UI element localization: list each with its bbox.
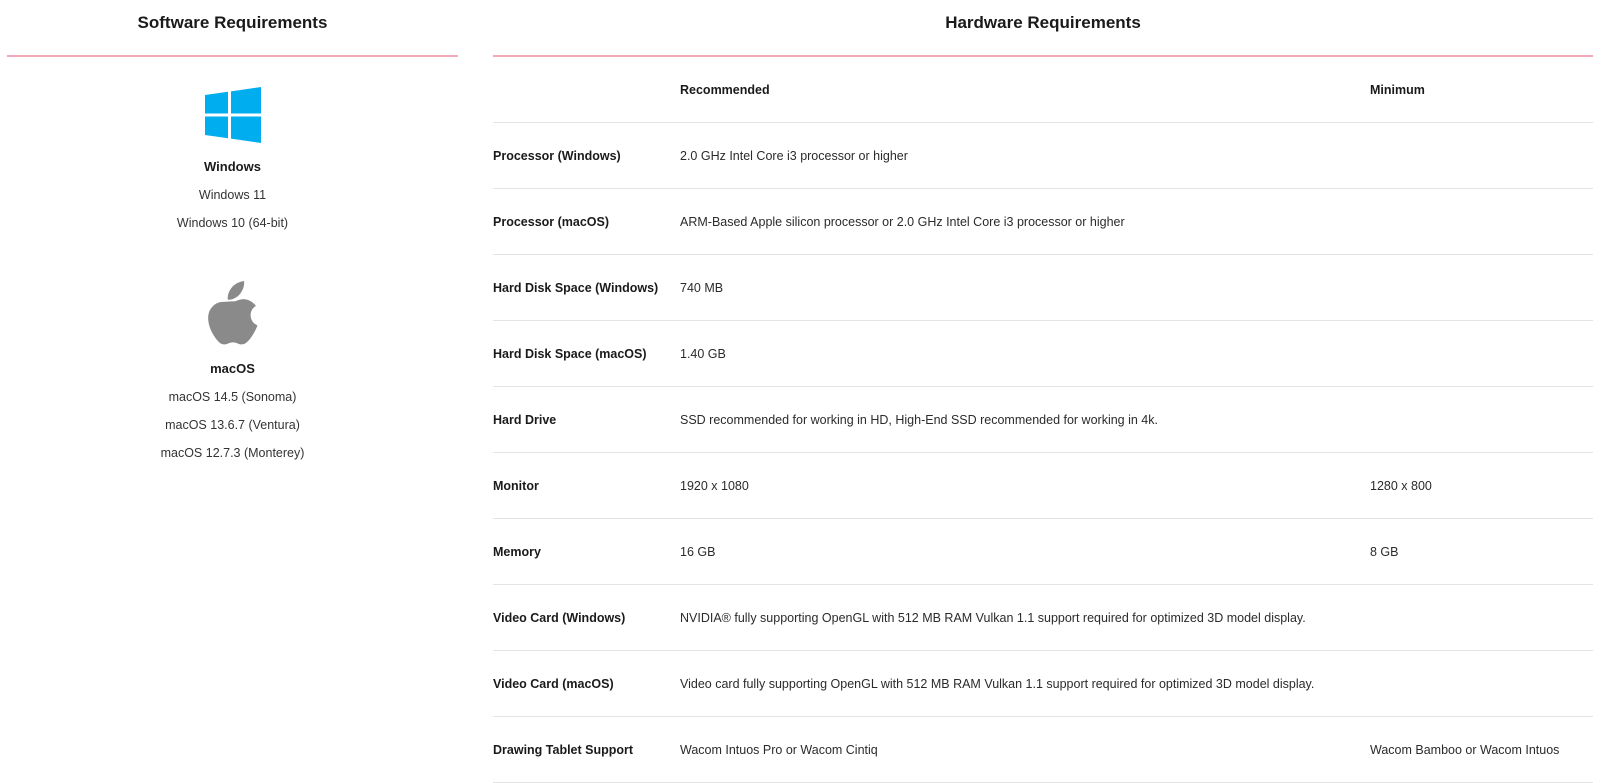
row-minimum bbox=[1370, 585, 1593, 651]
table-row bbox=[493, 519, 1593, 585]
header-label-cell bbox=[493, 57, 680, 123]
row-recommended: ARM-Based Apple silicon processor or 2.0 GHz Intel Core i3 processor or higher bbox=[680, 189, 1370, 255]
row-label: Hard Disk Space (Windows) bbox=[493, 255, 680, 321]
table-header-row bbox=[493, 57, 1593, 123]
table-row bbox=[493, 387, 1593, 453]
row-recommended: NVIDIA® fully supporting OpenGL with 512 MB RAM Vulkan 1.1 support required for optimized 3D model display. bbox=[680, 585, 1370, 651]
windows-version-item: Windows 11 bbox=[198, 188, 267, 202]
row-minimum bbox=[1370, 255, 1593, 321]
row-recommended: SSD recommended for working in HD, High-End SSD recommended for working in 4k. bbox=[680, 387, 1370, 453]
table-row bbox=[493, 717, 1593, 783]
row-label: Video Card (macOS) bbox=[493, 651, 680, 717]
windows-logo-icon bbox=[205, 87, 261, 143]
row-label: Memory bbox=[493, 519, 680, 585]
row-recommended: 16 GB bbox=[680, 519, 1370, 585]
macos-version-item: macOS 12.7.3 (Monterey) bbox=[160, 446, 305, 460]
table-row bbox=[493, 651, 1593, 717]
header-minimum: Minimum bbox=[1370, 57, 1593, 123]
row-recommended: Video card fully supporting OpenGL with 512 MB RAM Vulkan 1.1 support required for optimized 3D model display. bbox=[680, 651, 1370, 717]
row-label: Drawing Tablet Support bbox=[493, 717, 680, 783]
row-minimum bbox=[1370, 387, 1593, 453]
windows-version-item: Windows 10 (64-bit) bbox=[176, 216, 289, 230]
software-requirements-section bbox=[7, 0, 458, 461]
macos-name: macOS bbox=[210, 361, 255, 376]
row-minimum bbox=[1370, 651, 1593, 717]
hardware-requirements-title: Hardware Requirements bbox=[945, 13, 1141, 32]
table-row bbox=[493, 189, 1593, 255]
header-recommended: Recommended bbox=[680, 57, 1370, 123]
row-label: Video Card (Windows) bbox=[493, 585, 680, 651]
table-row bbox=[493, 255, 1593, 321]
row-minimum bbox=[1370, 189, 1593, 255]
row-recommended: 740 MB bbox=[680, 255, 1370, 321]
windows-os-block bbox=[7, 87, 458, 231]
row-recommended: Wacom Intuos Pro or Wacom Cintiq bbox=[680, 717, 1370, 783]
software-requirements-title: Software Requirements bbox=[137, 13, 328, 32]
apple-logo-icon bbox=[206, 281, 260, 345]
row-minimum: 8 GB bbox=[1370, 519, 1593, 585]
hardware-requirements-table bbox=[493, 57, 1593, 783]
macos-os-block bbox=[7, 281, 458, 461]
row-recommended: 1920 x 1080 bbox=[680, 453, 1370, 519]
row-minimum: Wacom Bamboo or Wacom Intuos bbox=[1370, 717, 1593, 783]
table-row bbox=[493, 123, 1593, 189]
table-row bbox=[493, 321, 1593, 387]
row-label: Hard Drive bbox=[493, 387, 680, 453]
table-row bbox=[493, 453, 1593, 519]
row-label: Processor (Windows) bbox=[493, 123, 680, 189]
windows-name: Windows bbox=[204, 159, 261, 174]
row-label: Processor (macOS) bbox=[493, 189, 680, 255]
table-row bbox=[493, 585, 1593, 651]
row-minimum bbox=[1370, 321, 1593, 387]
hardware-requirements-section bbox=[493, 0, 1593, 783]
row-recommended: 1.40 GB bbox=[680, 321, 1370, 387]
software-title-divider bbox=[7, 55, 458, 57]
row-minimum bbox=[1370, 123, 1593, 189]
row-recommended: 2.0 GHz Intel Core i3 processor or higher bbox=[680, 123, 1370, 189]
row-label: Hard Disk Space (macOS) bbox=[493, 321, 680, 387]
row-minimum: 1280 x 800 bbox=[1370, 453, 1593, 519]
row-label: Monitor bbox=[493, 453, 680, 519]
macos-version-item: macOS 14.5 (Sonoma) bbox=[168, 390, 297, 404]
macos-version-item: macOS 13.6.7 (Ventura) bbox=[165, 418, 300, 432]
